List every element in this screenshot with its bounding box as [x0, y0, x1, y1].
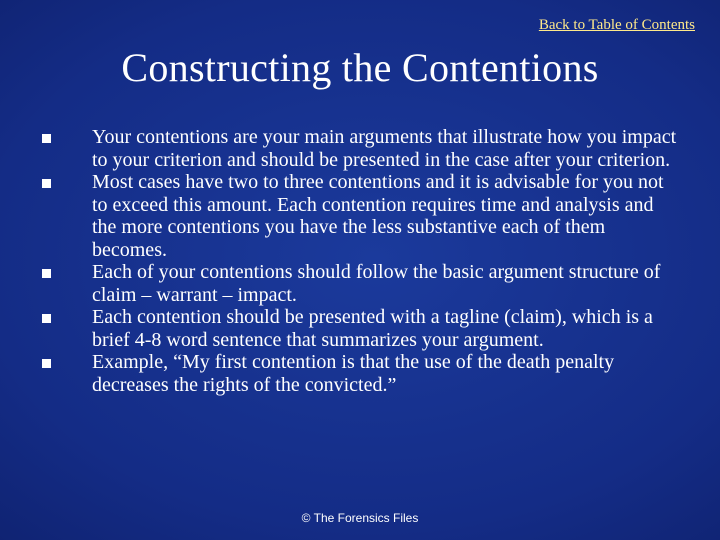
slide-title: Constructing the Contentions [121, 45, 599, 90]
bullet-text: Example, “My first contention is that the use of the death penalty decreases the rights of the convicted.” [92, 351, 615, 396]
bullet-text: Each contention should be presented with a tagline (claim), which is a brief 4-8 word sentence that summarizes your argument. [92, 306, 653, 351]
bullet-text: Each of your contentions should follow the basic argument structure of claim – warrant – impact. [92, 261, 661, 306]
square-bullet-icon [42, 269, 51, 278]
square-bullet-icon [42, 359, 51, 368]
bullet-list [42, 126, 682, 396]
bullet-text: Your contentions are your main arguments that illustrate how you impact to your criterion and should be presented in the case after your criterion. [92, 126, 677, 171]
bullet-item [42, 126, 682, 171]
back-to-contents-link[interactable]: Back to Table of Contents [538, 17, 695, 33]
copyright-footer: © The Forensics Files [301, 511, 419, 525]
bullet-text: Most cases have two to three contentions and it is advisable for you not to exceed this amount. Each contention requires time and analysis and the more contentions you have the less substantive each of them becomes. [92, 171, 664, 261]
square-bullet-icon [42, 134, 51, 143]
bullet-item [42, 171, 682, 261]
bullet-item [42, 351, 682, 396]
square-bullet-icon [42, 179, 51, 188]
bullet-item [42, 306, 682, 351]
square-bullet-icon [42, 314, 51, 323]
bullet-item [42, 261, 682, 306]
